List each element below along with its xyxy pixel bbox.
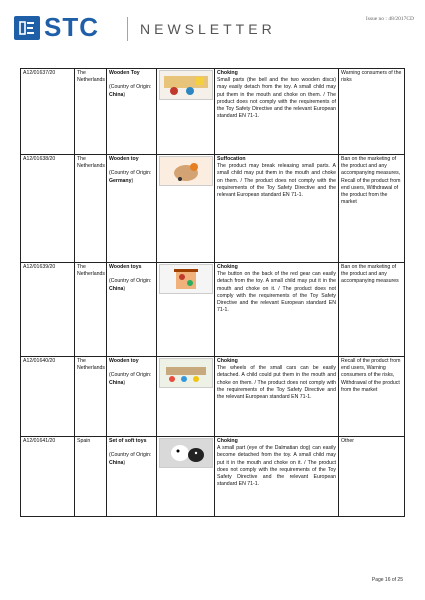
risk-description: The button on the back of the red gear can easily detach from the toy. A small child may put it in the mouth and choke on it. / The product does not comply with the requirements of the Toy Safety Directive and the relevant European standard EN 71-1. [217, 271, 336, 314]
origin-close: ) [123, 459, 126, 466]
reference-cell [21, 69, 75, 155]
origin-label: (Country of Origin: [109, 170, 152, 177]
country-cell [75, 69, 107, 155]
risk-description: The product may break releasing small parts. A small child may put them in the mouth and choke on them. / The product does not comply with the requirements of the Toy Safety Directive and the relevant European standard EN 71-1. [217, 163, 336, 199]
origin-label: (Country of Origin: [109, 372, 152, 379]
country-cell [75, 155, 107, 263]
reference-cell [21, 357, 75, 437]
measures-cell [339, 357, 405, 437]
origin-label: (Country of Origin: [109, 452, 152, 459]
measures-taken: Ban on the marketing of the product and any accompanying measures [341, 264, 399, 285]
stc-logo-icon [14, 16, 40, 40]
brand-name: STC [44, 12, 99, 42]
risk-cell [215, 437, 339, 517]
newsletter-title: NEWSLETTER [140, 21, 276, 37]
origin-close: ) [123, 91, 126, 98]
reference-cell [21, 155, 75, 263]
risk-type: Choking [217, 438, 238, 444]
notifying-country: The Netherlands [77, 70, 105, 84]
image-cell [157, 263, 215, 357]
notifying-country: The Netherlands [77, 358, 105, 372]
measures-taken: Ban on the marketing of the product and any accompanying measures, Recall of the product from end users, Withdrawal of the product from the market [341, 156, 401, 206]
product-cell [107, 357, 157, 437]
product-photo [159, 156, 213, 186]
reference-number: A12/01637/20 [23, 70, 56, 76]
reference-cell [21, 263, 75, 357]
product-name: Wooden toys [109, 264, 142, 270]
measures-taken: Recall of the product from end users, Warning consumers of the risks, Withdrawal of the product from the market [341, 358, 401, 393]
image-cell [157, 69, 215, 155]
country-cell [75, 437, 107, 517]
product-cell [107, 263, 157, 357]
product-name: Wooden Toy [109, 70, 140, 76]
measures-taken: Warning consumers of the risks [341, 70, 402, 84]
page-number: Page 16 of 25 [371, 577, 403, 583]
origin-country: China [109, 379, 124, 386]
notifying-country: Spain [77, 438, 91, 444]
product-name: Wooden toy [109, 358, 139, 364]
header-divider [127, 17, 128, 41]
risk-cell [215, 357, 339, 437]
origin-close: ) [131, 177, 134, 184]
product-photo [159, 438, 213, 468]
table-row [21, 437, 405, 517]
table-row [21, 357, 405, 437]
risk-type: Choking [217, 358, 238, 364]
reference-number: A12/01638/20 [23, 156, 56, 162]
risk-type: Choking [217, 70, 238, 76]
issue-number: Issue no : 48/2017CD [365, 16, 414, 22]
risk-cell [215, 69, 339, 155]
origin-label: (Country of Origin: [109, 84, 152, 91]
measures-cell [339, 69, 405, 155]
country-cell [75, 263, 107, 357]
table-row [21, 155, 405, 263]
country-cell [75, 357, 107, 437]
origin-close: ) [123, 379, 126, 386]
risk-description: A small part (eye of the Dalmatian dog) can easily become detached from the toy. A small child may put it in the mouth and choke on it. / The product does not comply with the requirements of the Toy Safety Directive and the relevant European standard EN 71-1. [217, 445, 336, 488]
product-cell [107, 69, 157, 155]
reference-number: A12/01641/20 [23, 438, 56, 444]
measures-cell [339, 263, 405, 357]
notifying-country: The Netherlands [77, 156, 105, 170]
table-row [21, 263, 405, 357]
risk-cell [215, 263, 339, 357]
product-name: Wooden toy [109, 156, 139, 162]
risk-type: Choking [217, 264, 238, 270]
image-cell [157, 437, 215, 517]
risk-type: Suffocation [217, 156, 246, 162]
page-header [14, 14, 414, 48]
product-cell [107, 437, 157, 517]
image-cell [157, 357, 215, 437]
measures-taken: Other [341, 438, 354, 444]
reference-number: A12/01640/20 [23, 358, 56, 364]
notifying-country: The Netherlands [77, 264, 105, 278]
image-cell [157, 155, 215, 263]
table-row [21, 69, 405, 155]
measures-cell [339, 155, 405, 263]
product-photo [159, 264, 213, 294]
product-photo [159, 70, 213, 100]
origin-country: Germany [109, 177, 132, 184]
risk-description: The wheels of the small cars can be easily detached. A child could put them in the mouth and choke on them. / The product does not comply with the requirements of the Toy Safety Directive and the relevant European standard EN 71-1. [217, 365, 336, 401]
origin-country: China [109, 91, 124, 98]
origin-label: (Country of Origin: [109, 278, 152, 285]
product-recall-table [20, 68, 405, 517]
risk-cell [215, 155, 339, 263]
origin-close: ) [123, 285, 126, 292]
reference-cell [21, 437, 75, 517]
reference-number: A12/01639/20 [23, 264, 56, 270]
product-photo [159, 358, 213, 388]
origin-country: China [109, 285, 124, 292]
origin-country: China [109, 459, 124, 466]
product-cell [107, 155, 157, 263]
product-name: Set of soft toys [109, 438, 147, 444]
measures-cell [339, 437, 405, 517]
risk-description: Small parts (the bell and the two wooden discs) may easily detach from the toy. A small child may put them in the mouth and choke on them. / The product does not comply with the requirements of the Toy Safety Directive and the relevant European standard EN 71-1. [217, 77, 336, 120]
